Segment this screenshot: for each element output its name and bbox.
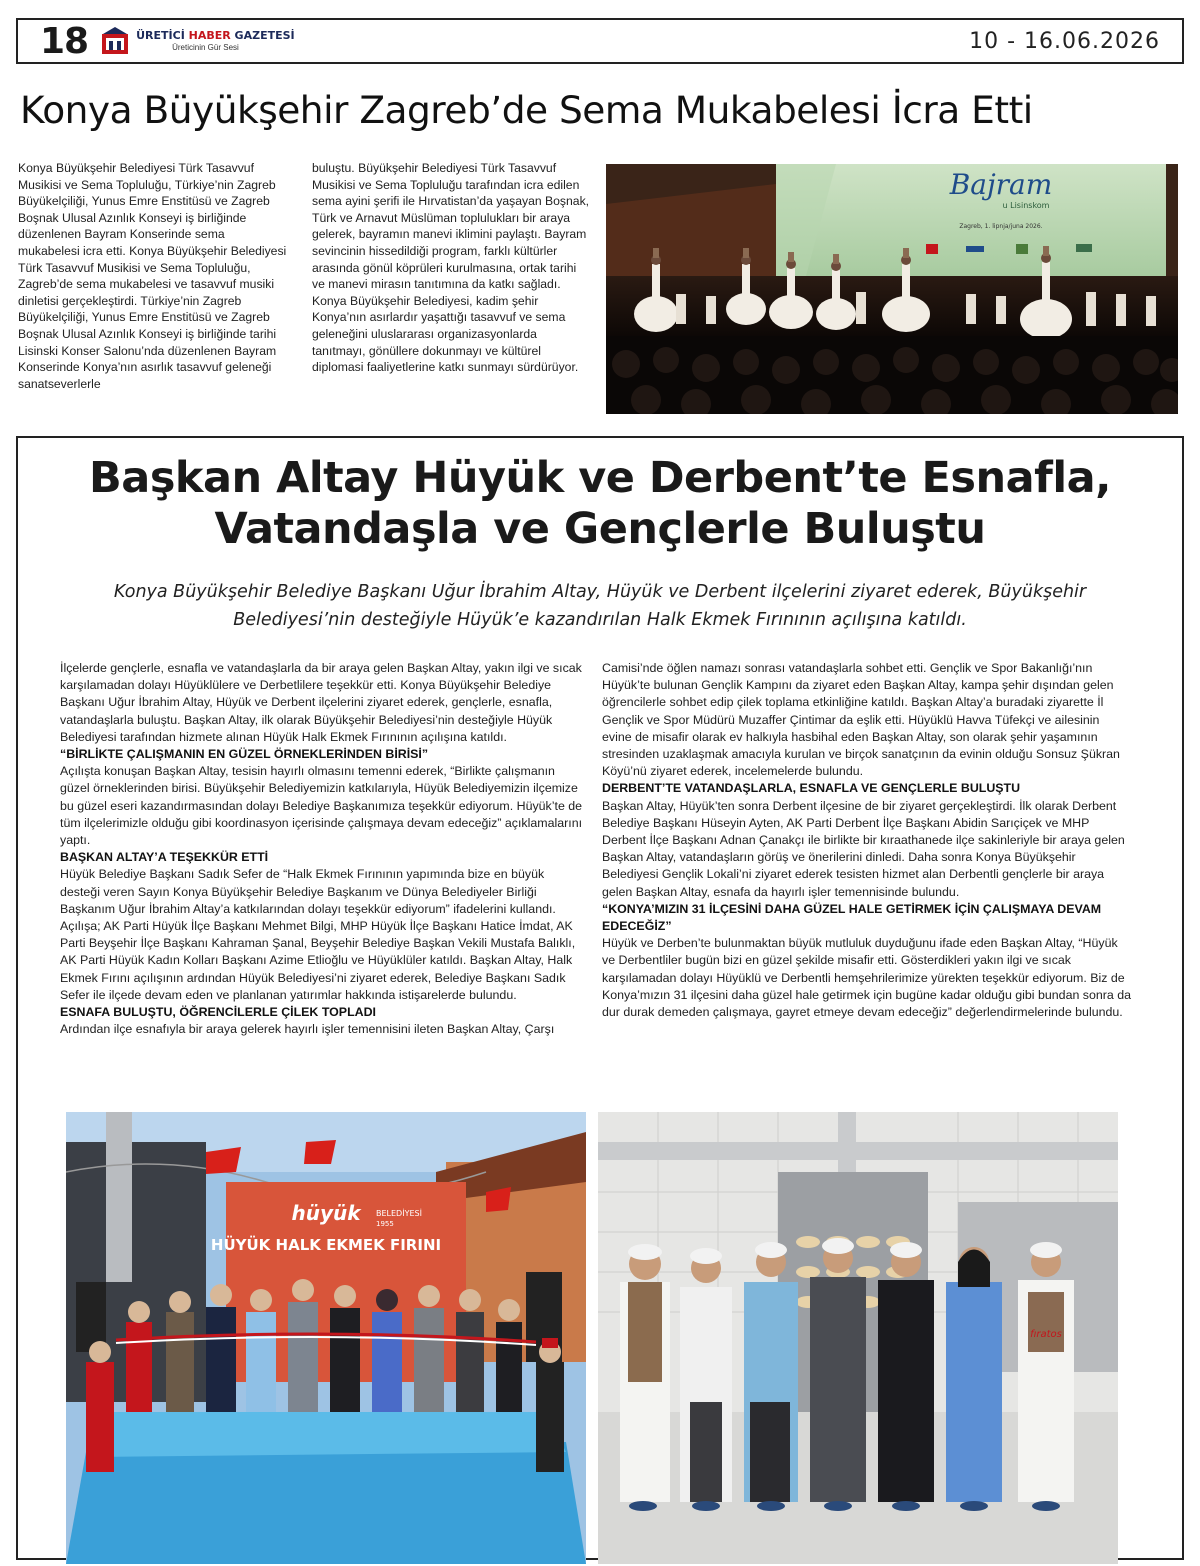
bakery-group-photo — [598, 1112, 1118, 1564]
sign-text: HÜYÜK HALK EKMEK FIRINI — [210, 1236, 442, 1254]
paragraph: Hüyük ve Derben’te bulunmaktan büyük mutluluk duyduğunu ifade eden Başkan Altay, “Hüyük ve Derbentliler bugün bizi en güzel şekilde misafir etti. Gösterdikleri yakın ilgi ve sıcak karşılamadan dolayı Hüyüklü ve Derbentli hemşehrilerimize yürekten teşekkür ediyorum. Biz de Konya’mızın 31 ilçesini daha güzel hale getirmek için bugüne kadar olduğu gibi bundan sonra da dur durak demeden çalışmaya, gayret etmeye devam edeceğiz” değerlendirmelerinde bulundu. — [602, 936, 1132, 1020]
main-article-right-column — [602, 660, 1132, 1021]
page-header — [16, 18, 1184, 64]
top-article-title: Konya Büyükşehir Zagreb’de Sema Mukabelesi İcra Etti — [20, 88, 1033, 132]
subheading: BAŞKAN ALTAY’A TEŞEKKÜR ETTİ — [60, 850, 269, 865]
paragraph: Hüyük Belediye Başkanı Sadık Sefer de “Halk Ekmek Fırınının yapımında bize en büyük desteği veren Sayın Konya Büyükşehir Belediye Başkanım ve Dünya Belediyeler Birliği Başkanım Uğur İbrahim Altay’a katkılarından dolayı teşekkür ediyorum” ifadelerini kullandı. Açılışa; AK Parti Hüyük İlçe Başkanı Mehmet Bilgi, MHP Hüyük İlçe Başkanı Hatice İmdat, AK Parti Beyşehir İlçe Başkanı Kahraman Şanal, Beyşehir Belediye Başkan Vekili Mustafa Balıklı, AK Parti Hüyük Kadın Kolları Başkanı Azime Etlioğlu ve Hüyüklüler katıldı. Başkan Altay, Halk Ekmek Fırını açılışının ardından Hüyük Belediyesi’ni ziyaret ederek, Belediye Başkanı Sadık Sefer ile ilçede devam eden ve planlanan yatırımlar hakkında istişarelerde bulundu. — [60, 867, 576, 1002]
screen-subtitle: u Lisinskom — [1002, 201, 1050, 210]
newspaper-slogan: Üreticinin Gür Sesi — [172, 43, 239, 52]
main-article-lead: Konya Büyükşehir Belediye Başkanı Uğur İbrahim Altay, Hüyük ve Derbent ilçelerini ziyaret ederek, Büyükşehir Belediyesi’nin desteğiyle Hüyük’e kazandırılan Halk Ekmek Fırınının açılışına katıldı. — [113, 582, 1087, 630]
subheading: “BİRLİKTE ÇALIŞMANIN EN GÜZEL ÖRNEKLERİNDEN BİRİSİ” — [60, 747, 429, 762]
issue-date: 10 - 16.06.2026 — [969, 28, 1160, 54]
sign-brand-2: BELEDİYESİ — [376, 1209, 422, 1218]
sema-concert-photo — [606, 164, 1178, 414]
top-article-column-2: buluştu. Büyükşehir Belediyesi Türk Tasavvuf Musikisi ve Sema Topluluğu tarafından icra edilen sema ayini şerifi ile Hırvatistan’da yaşayan Boşnak, Türk ve Arnavut Müslüman toplulukları bir araya gelerek, bayramın manevi iklimini paylaştı. Bayram sevincinin hissedildiği program, farklı kültürler arasında gönül köprüleri kurulmasına, ortak tarihi ve manevi mirasın tanıtımına da katkı sağladı. Konya Büyükşehir Belediyesi, kadim şehir Konya’nın asırlardır yaşattığı tasavvuf ve sema geleneğini uluslararası organizasyonlarda tanıtmayı, gönüllere dokunmayı ve kültürel diplomasi faaliyetlerine katkı sunmayı sürdürüyor. — [312, 161, 590, 375]
ribbon-cutting-photo — [66, 1112, 586, 1564]
paragraph: Ardından ilçe esnafıyla bir araya gelerek hayırlı işler temennisini ileten Başkan Altay, Çarşı — [60, 1022, 555, 1037]
paragraph: İlçelerde gençlerle, esnafla ve vatandaşlarla da bir araya gelen Başkan Altay, yakın ilgi ve sıcak karşılamadan dolayı Hüyüklülere ve Derbetlilere teşekkür etti. Konya Büyükşehir Belediye Başkanı Uğur İbrahim Altay, Hüyük ve Derbent ilçelerini ziyaret ederek, gençlerle, esnafla, vatandaşlarla buluştu. Başkan Altay, ilk olarak Büyükşehir Belediyesi’nin desteğiyle Hüyük Belediyesi tarafından hizmete alınan Hüyük Halk Ekmek Fırınının açılışına katıldı. — [60, 661, 582, 744]
main-article-title — [20, 453, 1180, 555]
screen-date: Zagreb, 1. lipnja/juna 2026. — [959, 223, 1043, 230]
top-article-column-1: Konya Büyükşehir Belediyesi Türk Tasavvuf Musikisi ve Sema Topluluğu, Türkiye’nin Zagreb Büyükelçiliği, Yunus Emre Enstitüsü ve Zagreb Boşnak Ulusal Azınlık Konseyi iş birliğinde düzenlenen Bayram Konserinde sema mukabelesi icra etti. Konya Büyükşehir Belediyesi Türk Tasavvuf Musikisi ve Sema Topluluğu, Zagreb’de sema mukabelesi ve tasavvuf musiki dinletisi gerçekleştirdi. Türkiye’nin Zagreb Büyükelçiliği, Yunus Emre Enstitüsü ve Zagreb Boşnak Ulusal Azınlık Konseyi iş birliğinde tarihi Lisinski Konser Salonu’nda düzenlenen Bayram Konserinde Konya’nın asırlık tasavvuf geleneği sanatseverlerle — [18, 161, 287, 391]
paragraph: Açılışta konuşan Başkan Altay, tesisin hayırlı olmasını temenni ederek, “Birlikte çalışmanın güzel örneklerinden birisi. Büyükşehir Belediyemizin katkılarıyla, Hüyük Belediyemizin ilçemize bu güzel eseri kazandırmasından dolayı Belediye Başkanımıza teşekkür ediyorum. Hüyük’te de tüm ilçelerimizle olduğu gibi koordinasyon içerisinde çalışmaya devam edeceğiz” açıklamalarını yaptı. — [60, 764, 583, 848]
subheading: ESNAFA BULUŞTU, ÖĞRENCİLERLE ÇİLEK TOPLADI — [60, 1005, 376, 1020]
paragraph: Başkan Altay, Hüyük’ten sonra Derbent ilçesine de bir ziyaret gerçekleştirdi. İlk olarak Derbent Belediye Başkanı Hüseyin Ayten, AK Parti Derbent İlçe Başkanı Abidin Sarıçiçek ve MHP Derbent İlçe Başkanı Adnan Çanakçı ile birlikte bir kıraathanede ilçe sakinleriyle bir araya gelen Başkan Altay, vatandaşların görüş ve önerilerini dinledi. Daha sonra Konya Büyükşehir Belediyesi Gençlik Lokali’ni ziyaret ederek tesisten hizmet alan Derbentli gençlerle bir araya gelen Başkan Altay, esnafa da hayırlı işler temennisinde bulundu. — [602, 798, 1125, 899]
newspaper-logo[interactable] — [100, 26, 295, 56]
newspaper-emblem-icon — [100, 26, 130, 56]
subheading: DERBENT’TE VATANDAŞLARLA, ESNAFLA VE GENÇLERLE BULUŞTU — [602, 781, 1021, 796]
main-article-left-column — [60, 660, 586, 1038]
apron-text: fıratos — [1030, 1329, 1062, 1340]
page-number: 18 — [40, 20, 89, 62]
screen-title: Bajram — [949, 168, 1053, 201]
newspaper-name: ÜRETİCİ HABER GAZETESİ — [136, 29, 295, 42]
sign-brand: hüyük — [291, 1201, 361, 1225]
subheading: “KONYA’MIZIN 31 İLÇESİNİ DAHA GÜZEL HALE GETİRMEK İÇİN ÇALIŞMAYA DEVAM EDECEĞİZ” — [602, 901, 1102, 934]
main-title-line-2: Vatandaşla ve Gençlerle Buluştu — [214, 504, 986, 554]
main-title-line-1: Başkan Altay Hüyük ve Derbent’te Esnafla, — [89, 453, 1111, 503]
paragraph: Camisi’nde öğlen namazı sonrası vatandaşlarla sohbet etti. Gençlik ve Spor Bakanlığı’nın Hüyük’te bulunan Gençlik Kampını da ziyaret eden Başkan Altay, kampa şehir dışından gelen öğrencilerle sohbet edip çilek toplama etkinliğine katıldı. Başkan Altay’a buradaki ziyarette İl Gençlik ve Spor Müdürü Muzaffer Çintimar da eşlik etti. Hüyüklü Havva Tüfekçi ve ailesinin evine de misafir olarak ev halkıyla hasbihal eden Başkan Altay, son olarak şehir yaşamının stresinden uzaklaşmak amacıyla kurulan ve birçok sanatçının da evinin olduğu Sonsuz Şükran Köyü’nü ziyaret ederek, incelemelerde bulundu. — [602, 661, 1120, 779]
sign-year: 1955 — [376, 1220, 394, 1228]
